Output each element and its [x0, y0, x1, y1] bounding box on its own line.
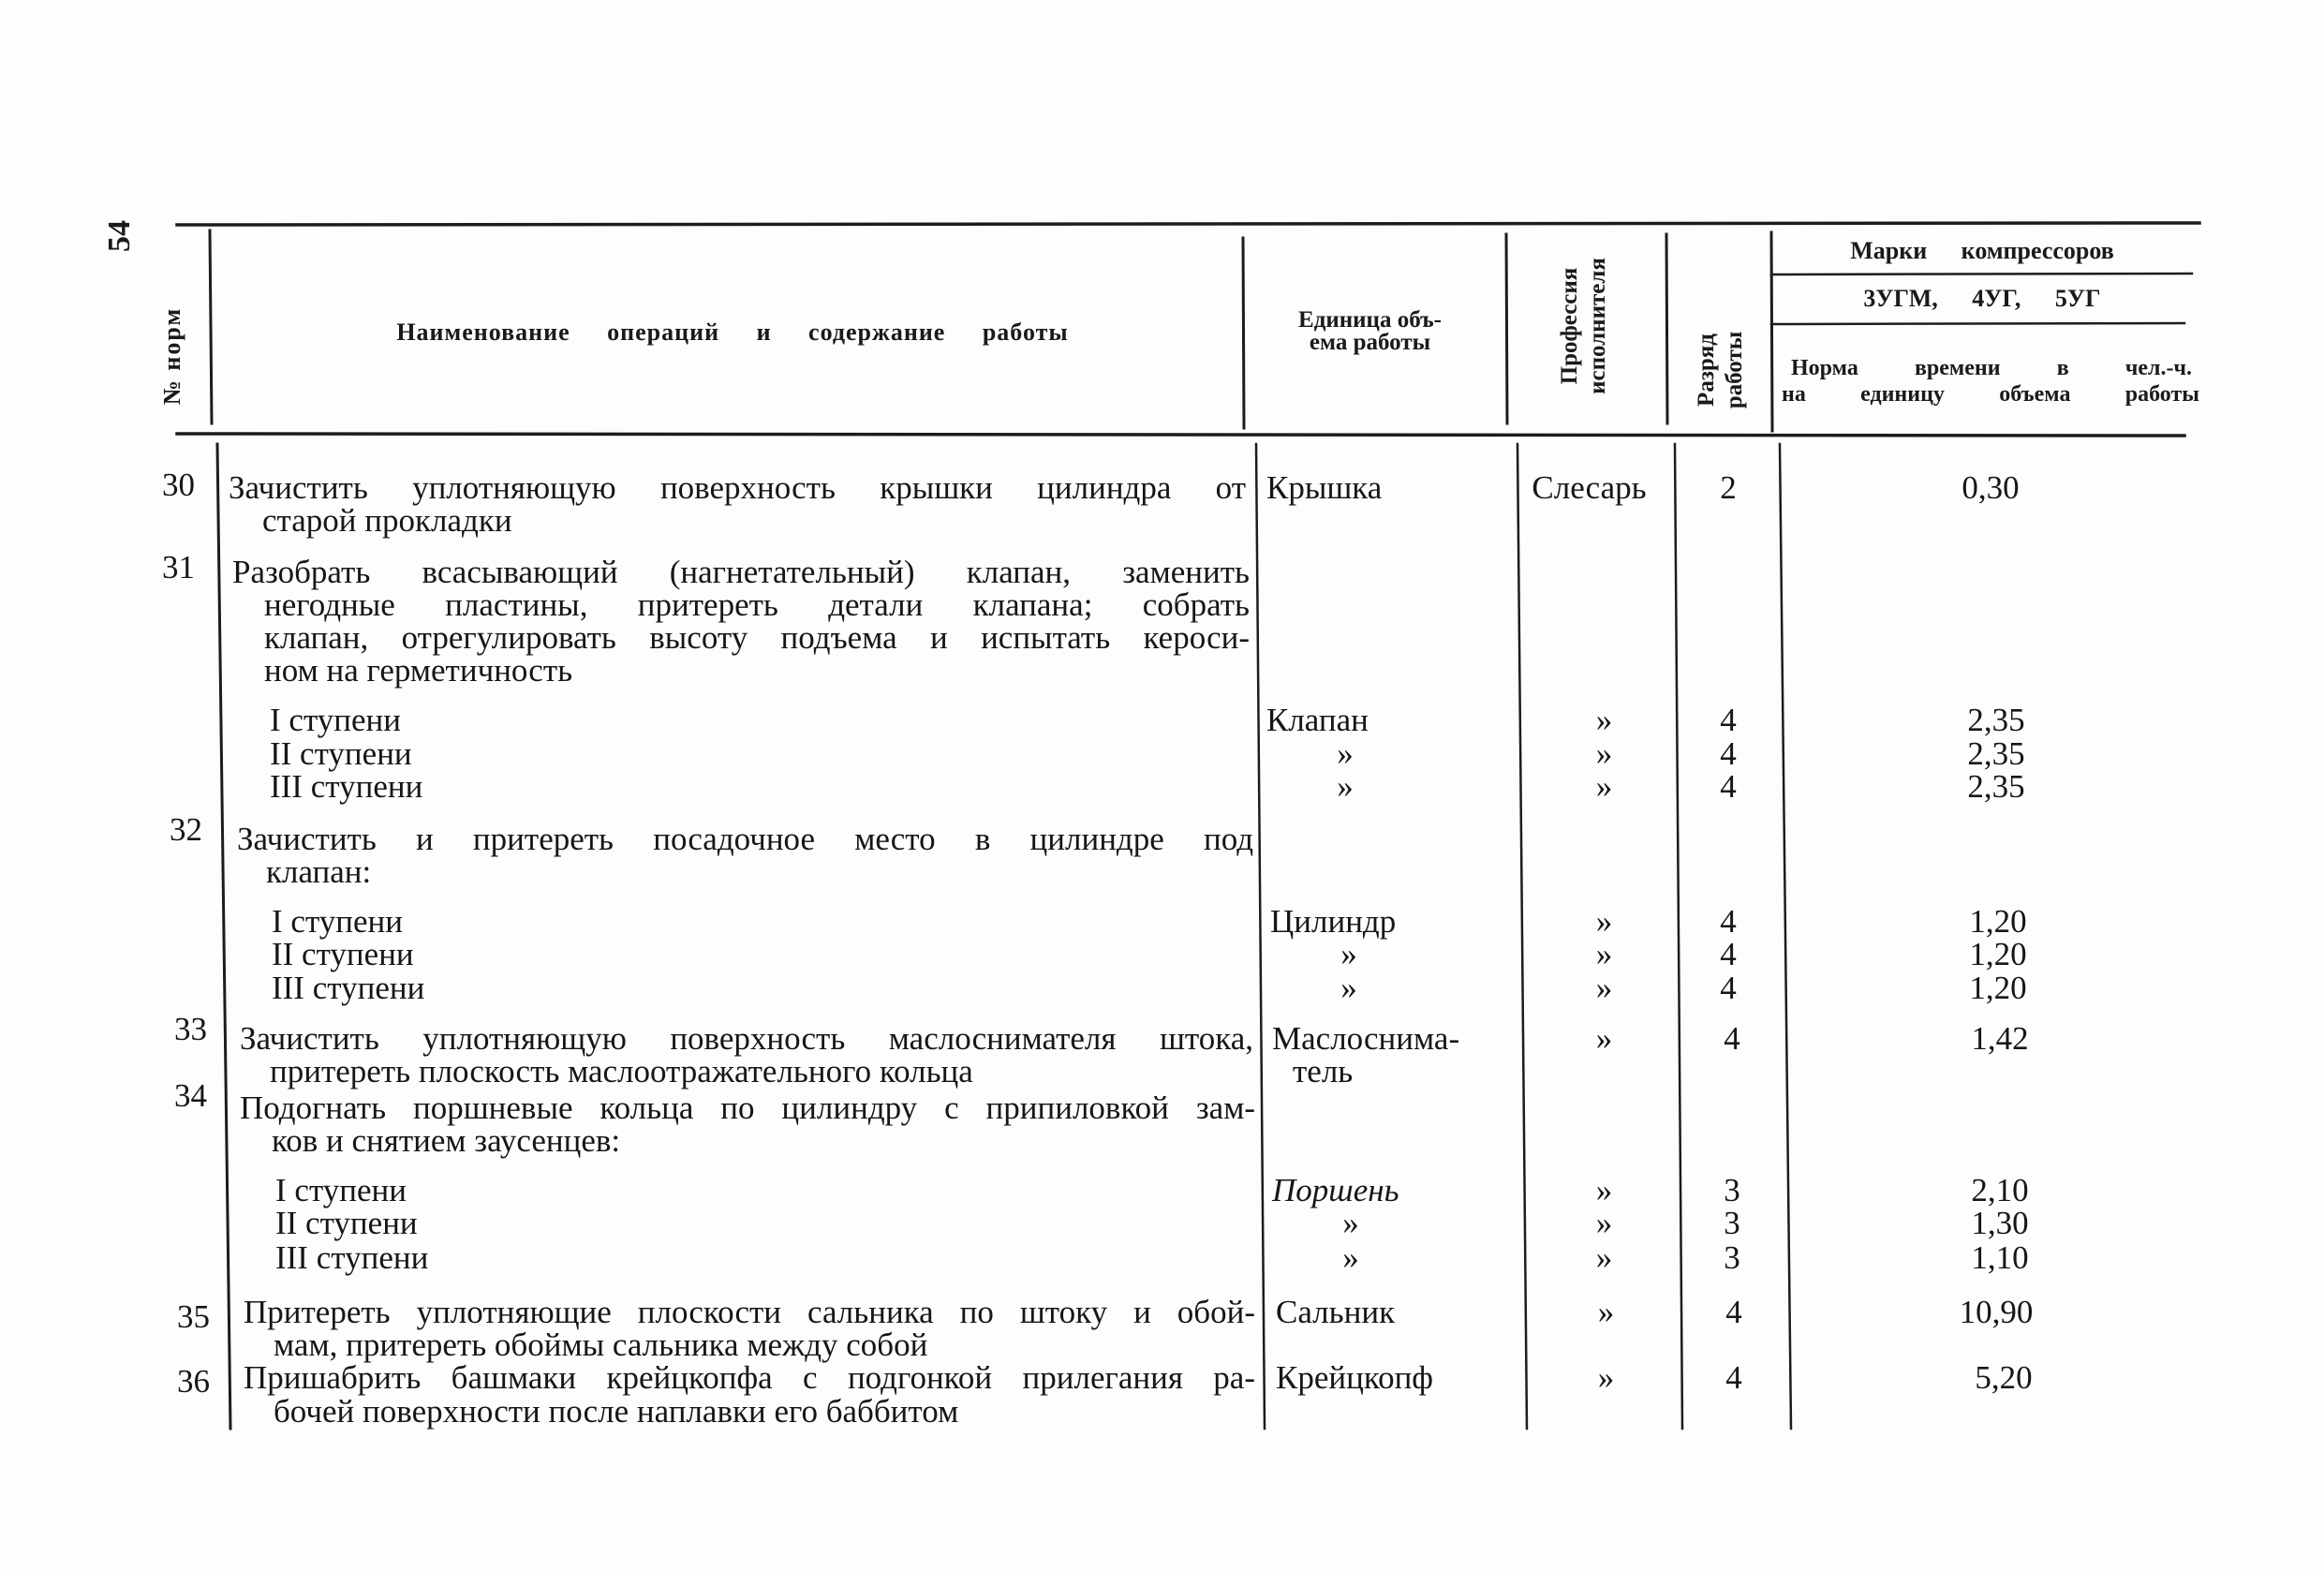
stage-norm-value: 1,20 [1969, 903, 2027, 940]
body-divider-grade [1780, 444, 1791, 1429]
row-number: 30 [162, 467, 195, 503]
row-text-line: Зачистить уплотняющую поверхность крышки цилиндра от [229, 469, 1246, 506]
body-divider-number [217, 444, 230, 1429]
stage-label: I ступени [272, 903, 403, 940]
stage-profession: » [1595, 936, 1613, 972]
stage-unit-ditto: » [1342, 1239, 1359, 1276]
row-text-line: ном на герметичность [264, 652, 573, 689]
stage-unit: Клапан [1266, 702, 1369, 738]
row-text-line: Зачистить и притереть посадочное место в цилиндре под [237, 821, 1253, 857]
stage-norm-value: 1,20 [1969, 970, 2027, 1006]
row-text-line: клапан: [266, 853, 372, 890]
row-number: 34 [174, 1077, 207, 1114]
header-profession [1556, 242, 1612, 410]
stage-grade: 4 [1720, 702, 1737, 738]
row-unit: Сальник [1276, 1294, 1396, 1330]
row-grade: 2 [1720, 469, 1737, 506]
row-norm-value: 1,42 [1971, 1020, 2029, 1057]
header-norm-number: № норм [158, 306, 185, 406]
stage-unit: Поршень [1272, 1172, 1399, 1208]
row-number: 36 [177, 1363, 210, 1400]
row-norm-value: 5,20 [1975, 1359, 2033, 1396]
stage-unit-ditto: » [1337, 768, 1354, 805]
header-grade-line-2: работы [1722, 331, 1747, 409]
stage-profession: » [1595, 1205, 1613, 1241]
row-text-line: Разобрать всасывающий (нагнетательный) клапан, заменить [232, 554, 1250, 590]
row-number: 35 [177, 1298, 210, 1335]
header-grade [1693, 319, 1749, 422]
stage-unit: Цилиндр [1270, 903, 1397, 940]
row-text-line: ков и снятием заусенцев: [272, 1122, 621, 1159]
header-divider-unit [1506, 234, 1507, 423]
stage-profession: » [1595, 735, 1613, 772]
stage-label: I ступени [275, 1172, 407, 1208]
page-number: 54 [102, 220, 137, 252]
stage-norm-value: 2,10 [1971, 1172, 2029, 1208]
stage-unit-ditto: » [1342, 1205, 1359, 1241]
header-divider-number [210, 230, 212, 423]
stage-label: II ступени [275, 1205, 418, 1241]
stage-grade: 3 [1724, 1172, 1740, 1208]
stage-unit-ditto: » [1337, 735, 1354, 772]
header-profession-line-1: Профессия [1557, 267, 1582, 385]
stage-grade: 3 [1724, 1239, 1740, 1276]
stage-norm-value: 2,35 [1967, 768, 2025, 805]
stage-profession: » [1595, 702, 1613, 738]
row-unit: Крейцкопф [1276, 1359, 1433, 1396]
row-unit: Крышка [1266, 469, 1383, 506]
header-grade-line-1: Разряд [1694, 333, 1719, 407]
header-profession-line-2: исполнителя [1585, 258, 1610, 394]
stage-profession: » [1595, 970, 1613, 1006]
stage-label: III ступени [272, 970, 425, 1006]
header-norm-line-1: Норма времени в чел.-ч. [1791, 356, 2192, 380]
row-text-line: клапан, отрегулировать высоту подъема и испытать кероси- [264, 619, 1250, 656]
brands-rule-bottom [1771, 323, 2184, 324]
stage-grade: 3 [1724, 1205, 1740, 1241]
header-bottom-rule [177, 434, 2184, 436]
row-grade: 4 [1725, 1294, 1742, 1330]
header-unit-line-1: Единица объ- [1298, 307, 1442, 333]
stage-label: I ступени [270, 702, 401, 738]
stage-grade: 4 [1720, 735, 1737, 772]
body-divider-unit [1517, 444, 1527, 1429]
stage-norm-value: 1,30 [1971, 1205, 2029, 1241]
stage-label: II ступени [272, 936, 414, 972]
stage-norm-value: 2,35 [1967, 735, 2025, 772]
stage-profession: » [1595, 1239, 1613, 1276]
row-text-line: бочей поверхности после наплавки его баббитом [274, 1393, 959, 1430]
body-divider-name [1256, 444, 1265, 1429]
stage-unit-ditto: » [1340, 970, 1357, 1006]
header-norm-line-2: на единицу объема работы [1782, 382, 2199, 407]
row-text-line: Зачистить уплотняющую поверхность маслоснимателя штока, [240, 1020, 1253, 1057]
stage-label: II ступени [270, 735, 412, 772]
row-grade: 4 [1724, 1020, 1740, 1057]
stage-grade: 4 [1720, 768, 1737, 805]
header-brands: 3УГМ, 4УГ, 5УГ [1863, 285, 2101, 312]
row-text-line: Притереть уплотняющие плоскости сальника по штоку и обой- [244, 1294, 1255, 1330]
stage-label: III ступени [270, 768, 423, 805]
stage-norm-value: 2,35 [1967, 702, 2025, 738]
row-profession: » [1597, 1359, 1615, 1396]
header-operation-name: Наименование операций и содержание работы [396, 319, 1069, 346]
stage-norm-value: 1,10 [1971, 1239, 2029, 1276]
stage-profession: » [1595, 768, 1613, 805]
row-unit-line-1: Маслоснима- [1272, 1020, 1460, 1057]
header-brands-title: Марки компрессоров [1850, 237, 2114, 264]
row-number: 31 [162, 549, 195, 585]
header-divider-profession [1666, 234, 1667, 423]
row-number: 33 [174, 1011, 207, 1047]
row-grade: 4 [1725, 1359, 1742, 1396]
header-unit-line-2: ема работы [1309, 330, 1431, 355]
stage-norm-value: 1,20 [1969, 936, 2027, 972]
row-text-line: притереть плоскость маслоотражательного кольца [270, 1053, 973, 1089]
row-profession: » [1597, 1294, 1615, 1330]
row-text-line: Пришабрить башмаки крейцкопфа с подгонкой прилегания ра- [244, 1359, 1255, 1396]
stage-profession: » [1595, 903, 1613, 940]
row-profession: Слесарь [1532, 469, 1647, 506]
row-text-line: мам, притереть обоймы сальника между собой [274, 1326, 928, 1363]
header-top-rule [177, 223, 2199, 225]
row-norm-value: 10,90 [1959, 1294, 2034, 1330]
stage-grade: 4 [1720, 970, 1737, 1006]
row-text-line: старой прокладки [262, 502, 512, 539]
row-norm-value: 0,30 [1961, 469, 2020, 506]
row-number: 32 [170, 811, 202, 848]
row-profession: » [1595, 1020, 1613, 1057]
header-divider-name [1243, 238, 1244, 428]
stage-profession: » [1595, 1172, 1613, 1208]
row-text-line: негодные пластины, притереть детали клапана; собрать [264, 586, 1250, 623]
row-text-line: Подогнать поршневые кольца по цилиндру с припиловкой зам- [240, 1089, 1255, 1126]
stage-grade: 4 [1720, 903, 1737, 940]
stage-unit-ditto: » [1340, 936, 1357, 972]
row-unit-line-2: тель [1293, 1053, 1354, 1089]
stage-label: III ступени [275, 1239, 429, 1276]
stage-grade: 4 [1720, 936, 1737, 972]
